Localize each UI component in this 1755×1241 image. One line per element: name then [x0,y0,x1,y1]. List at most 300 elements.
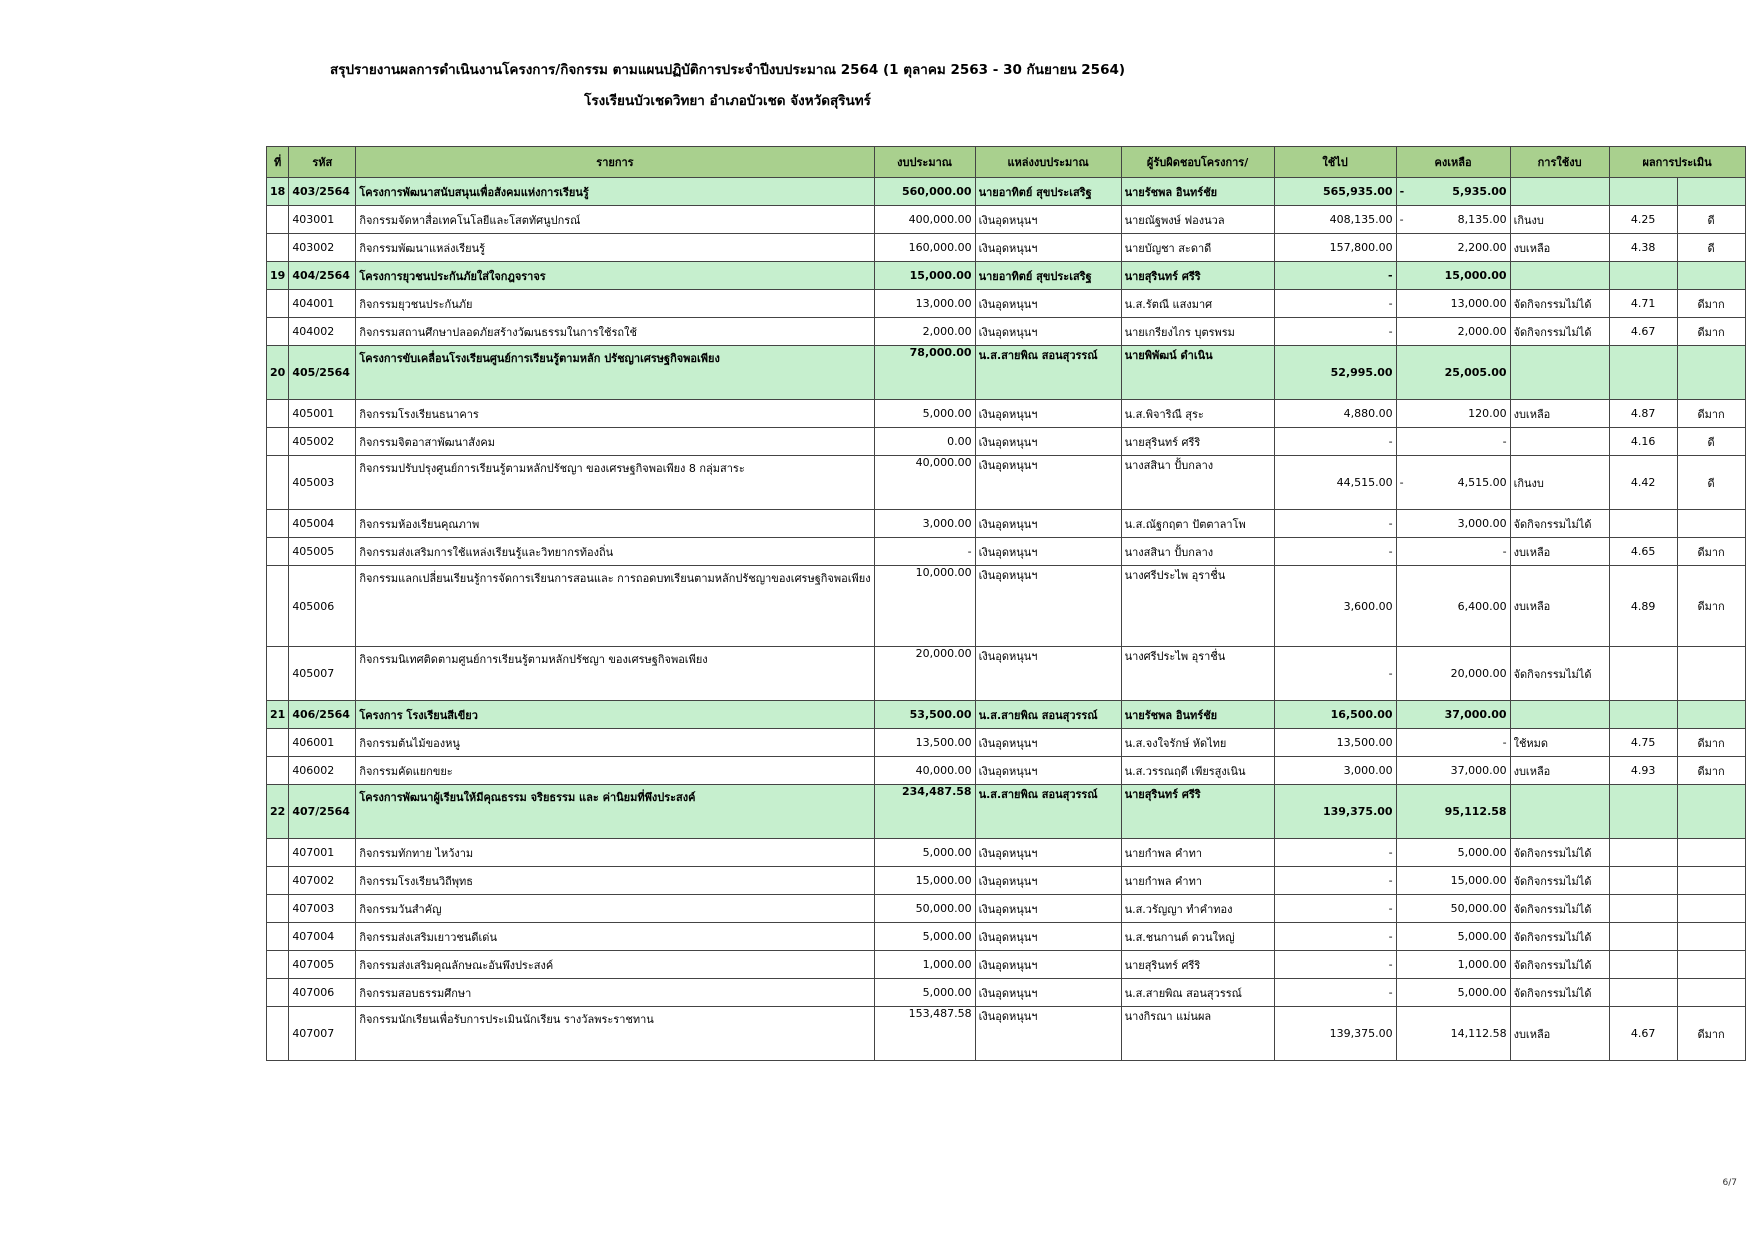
row-grade: ดีมาก [1677,318,1745,346]
row-score: 4.67 [1609,318,1677,346]
row-remain [1396,701,1510,729]
row-code: 406002 [289,757,356,785]
row-usage [1510,785,1609,839]
row-owner: นายพิพัฒน์ ดำเนิน [1121,346,1274,400]
row-usage: งบเหลือ [1510,538,1609,566]
row-budget: 560,000.00 [874,178,975,206]
activity-row [267,895,1746,923]
row-budget: 53,500.00 [874,701,975,729]
row-owner: นายเกรียงไกร บุตรพรม [1121,318,1274,346]
row-item: โครงการพัฒนาสนับสนุนเพื่อสังคมแห่งการเรียนรู้ [356,178,874,206]
row-grade [1677,262,1745,290]
remain-value: 25,005.00 [1444,366,1507,379]
row-code: 403/2564 [289,178,356,206]
activity-row [267,290,1746,318]
row-source: เงินอุดหนุนฯ [975,566,1121,647]
row-budget: 3,000.00 [874,510,975,538]
row-owner: น.ส.ชนกานต์ ดวนใหญ่ [1121,923,1274,951]
row-item: กิจกรรมสอบธรรมศึกษา [356,979,874,1007]
row-owner: น.ส.วรัญญา ทำคำทอง [1121,895,1274,923]
row-grade [1677,178,1745,206]
row-used: 44,515.00 [1274,456,1396,510]
row-budget: 50,000.00 [874,895,975,923]
row-owner: นายกำพล คำทา [1121,867,1274,895]
row-budget: 40,000.00 [874,456,975,510]
row-owner: น.ส.จงใจรักษ์ หัดไทย [1121,729,1274,757]
header-no: ที่ [267,147,289,178]
row-score: 4.87 [1609,400,1677,428]
row-grade: ดี [1677,456,1745,510]
row-used: 139,375.00 [1274,1007,1396,1061]
row-code: 405007 [289,647,356,701]
row-grade: ดี [1677,234,1745,262]
row-no [267,951,289,979]
row-source: น.ส.สายพิณ สอนสุวรรณ์ [975,785,1121,839]
row-usage: จัดกิจกรรมไม่ได้ [1510,867,1609,895]
remain-value: 95,112.58 [1444,805,1507,818]
row-no [267,538,289,566]
row-no [267,456,289,510]
activity-row [267,456,1746,510]
row-used: - [1274,867,1396,895]
row-grade: ดี [1677,428,1745,456]
row-code: 403002 [289,234,356,262]
remain-value: 20,000.00 [1450,667,1507,680]
row-grade: ดีมาก [1677,757,1745,785]
row-remain [1396,566,1510,647]
row-owner: นายสุรินทร์ ศรีริ [1121,785,1274,839]
row-remain [1396,510,1510,538]
remain-value: 5,000.00 [1457,846,1507,859]
row-owner: นางสสินา ปั้บกลาง [1121,538,1274,566]
row-item: โครงการขับเคลื่อนโรงเรียนศูนย์การเรียนรู้ตามหลัก ปรัชญาเศรษฐกิจพอเพียง [356,346,874,400]
row-score: 4.75 [1609,729,1677,757]
row-code: 403001 [289,206,356,234]
row-usage: จัดกิจกรรมไม่ได้ [1510,951,1609,979]
row-usage [1510,428,1609,456]
row-grade [1677,923,1745,951]
row-remain [1396,206,1510,234]
remain-value: 14,112.58 [1450,1027,1507,1040]
row-used: - [1274,979,1396,1007]
row-code: 405004 [289,510,356,538]
row-usage: จัดกิจกรรมไม่ได้ [1510,839,1609,867]
row-usage: งบเหลือ [1510,757,1609,785]
row-used: - [1274,538,1396,566]
report-title: สรุปรายงานผลการดำเนินงานโครงการ/กิจกรรม ตามแผนปฏิบัติการประจำปีงบประมาณ 2564 (1 ตุลาคม 2563 - 30 กันยายน 2564) [329,62,1126,78]
row-budget: 15,000.00 [874,867,975,895]
row-used: 3,000.00 [1274,757,1396,785]
remain-value: - [1502,736,1507,749]
row-item: กิจกรรมจัดหาสื่อเทคโนโลยีและโสตทัศนูปกรณ์ [356,206,874,234]
row-owner: นายณัฐพงษ์ ฟองนวล [1121,206,1274,234]
row-item: กิจกรรมส่งเสริมเยาวชนดีเด่น [356,923,874,951]
row-grade: ดีมาก [1677,729,1745,757]
project-row [267,701,1746,729]
remain-value: 2,000.00 [1457,325,1507,338]
row-grade: ดีมาก [1677,566,1745,647]
row-usage: จัดกิจกรรมไม่ได้ [1510,923,1609,951]
row-code: 405003 [289,456,356,510]
row-owner: นางศรีประไพ อุราชื่น [1121,566,1274,647]
row-code: 404001 [289,290,356,318]
row-remain [1396,456,1510,510]
activity-row [267,510,1746,538]
row-no: 20 [267,346,289,400]
row-remain [1396,979,1510,1007]
row-used: 3,600.00 [1274,566,1396,647]
row-remain [1396,951,1510,979]
row-grade: ดีมาก [1677,1007,1745,1061]
row-score: 4.71 [1609,290,1677,318]
row-remain [1396,785,1510,839]
row-source: เงินอุดหนุนฯ [975,510,1121,538]
remain-value: 5,000.00 [1457,930,1507,943]
row-source: เงินอุดหนุนฯ [975,234,1121,262]
row-budget: 400,000.00 [874,206,975,234]
row-budget: 20,000.00 [874,647,975,701]
row-item: กิจกรรมนักเรียนเพื่อรับการประเมินนักเรียน รางวัลพระราชทาน [356,1007,874,1061]
row-owner: นายกำพล คำทา [1121,839,1274,867]
row-grade [1677,785,1745,839]
row-used: - [1274,951,1396,979]
remain-value: 5,000.00 [1457,986,1507,999]
row-no [267,566,289,647]
remain-value: 15,000.00 [1444,269,1507,282]
row-code: 407007 [289,1007,356,1061]
row-used: - [1274,647,1396,701]
row-source: นายอาทิตย์ สุขประเสริฐ [975,178,1121,206]
activity-row [267,867,1746,895]
report-body [267,178,1746,1061]
row-code: 407003 [289,895,356,923]
row-used: - [1274,510,1396,538]
row-budget: 13,000.00 [874,290,975,318]
activity-row [267,729,1746,757]
activity-row [267,923,1746,951]
row-usage: จัดกิจกรรมไม่ได้ [1510,979,1609,1007]
row-score [1609,979,1677,1007]
row-item: โครงการยุวชนประกันภัยใส่ใจกฎจราจร [356,262,874,290]
row-no [267,510,289,538]
row-usage: งบเหลือ [1510,400,1609,428]
row-code: 407006 [289,979,356,1007]
row-item: โครงการ โรงเรียนสีเขียว [356,701,874,729]
row-item: กิจกรรมยุวชนประกันภัย [356,290,874,318]
row-remain [1396,428,1510,456]
row-item: กิจกรรมโรงเรียนวิถีพุทธ [356,867,874,895]
activity-row [267,206,1746,234]
row-source: เงินอุดหนุนฯ [975,538,1121,566]
header-remain: คงเหลือ [1396,147,1510,178]
row-score [1609,701,1677,729]
row-item: กิจกรรมห้องเรียนคุณภาพ [356,510,874,538]
row-score [1609,647,1677,701]
row-item: กิจกรรมคัดแยกขยะ [356,757,874,785]
row-no [267,867,289,895]
row-budget: 5,000.00 [874,839,975,867]
row-usage: งบเหลือ [1510,1007,1609,1061]
header-code: รหัส [289,147,356,178]
row-source: เงินอุดหนุนฯ [975,428,1121,456]
row-used: - [1274,923,1396,951]
school-subtitle: โรงเรียนบัวเชดวิทยา อำเภอบัวเชด จังหวัดสุรินทร์ [584,93,871,109]
row-code: 406001 [289,729,356,757]
row-remain [1396,234,1510,262]
row-remain [1396,538,1510,566]
row-grade: ดีมาก [1677,290,1745,318]
row-item: กิจกรรมส่งเสริมคุณลักษณะอันพึงประสงค์ [356,951,874,979]
row-remain [1396,729,1510,757]
row-source: เงินอุดหนุนฯ [975,456,1121,510]
row-source: เงินอุดหนุนฯ [975,318,1121,346]
row-score [1609,923,1677,951]
row-owner: นางสสินา ปั้บกลาง [1121,456,1274,510]
row-grade: ดีมาก [1677,400,1745,428]
row-code: 405006 [289,566,356,647]
row-code: 405005 [289,538,356,566]
row-usage: งบเหลือ [1510,566,1609,647]
activity-row [267,839,1746,867]
row-used: - [1274,290,1396,318]
row-score [1609,951,1677,979]
row-owner: น.ส.รัตณี แสงมาศ [1121,290,1274,318]
remain-value: 120.00 [1468,407,1507,420]
row-grade [1677,346,1745,400]
header-eval: ผลการประเมิน [1609,147,1745,178]
row-remain [1396,923,1510,951]
row-code: 407001 [289,839,356,867]
row-owner: นายบัญชา สะดาดี [1121,234,1274,262]
row-item: กิจกรรมแลกเปลี่ยนเรียนรู้การจัดการเรียนการสอนและ การถอดบทเรียนตามหลักปรัชญาของเศรษฐกิจพอเพียง [356,566,874,647]
row-remain [1396,647,1510,701]
row-budget: 78,000.00 [874,346,975,400]
row-no: 19 [267,262,289,290]
row-grade [1677,895,1745,923]
row-no [267,757,289,785]
row-budget: 1,000.00 [874,951,975,979]
row-no [267,647,289,701]
header-usage: การใช้งบ [1510,147,1609,178]
activity-row [267,400,1746,428]
row-budget: 5,000.00 [874,923,975,951]
row-owner: นางศรีประไพ อุราชื่น [1121,647,1274,701]
row-source: น.ส.สายพิณ สอนสุวรรณ์ [975,346,1121,400]
row-owner: นายสุรินทร์ ศรีริ [1121,262,1274,290]
row-code: 405/2564 [289,346,356,400]
row-usage [1510,346,1609,400]
row-code: 406/2564 [289,701,356,729]
project-row [267,262,1746,290]
row-item: กิจกรรมทักทาย ไหว้งาม [356,839,874,867]
row-remain [1396,895,1510,923]
row-used: 565,935.00 [1274,178,1396,206]
remain-value: 3,000.00 [1457,517,1507,530]
header-source: แหล่งงบประมาณ [975,147,1121,178]
row-item: กิจกรรมวันสำคัญ [356,895,874,923]
row-score [1609,178,1677,206]
row-score: 4.38 [1609,234,1677,262]
activity-row [267,1007,1746,1061]
row-no [267,923,289,951]
row-source: เงินอุดหนุนฯ [975,867,1121,895]
row-no [267,979,289,1007]
activity-row [267,428,1746,456]
header-budget: งบประมาณ [874,147,975,178]
row-no: 21 [267,701,289,729]
row-budget: 13,500.00 [874,729,975,757]
row-item: กิจกรรมนิเทศติดตามศูนย์การเรียนรู้ตามหลักปรัชญา ของเศรษฐกิจพอเพียง [356,647,874,701]
row-grade [1677,701,1745,729]
row-score [1609,510,1677,538]
row-remain [1396,867,1510,895]
row-code: 407/2564 [289,785,356,839]
row-used: - [1274,262,1396,290]
row-remain [1396,262,1510,290]
remain-value: 37,000.00 [1444,708,1507,721]
row-used: 408,135.00 [1274,206,1396,234]
row-no [267,729,289,757]
remain-value: - [1502,545,1507,558]
row-budget: 160,000.00 [874,234,975,262]
header-item: รายการ [356,147,874,178]
row-score: 4.93 [1609,757,1677,785]
row-usage [1510,701,1609,729]
row-owner: นายรัชพล อินทร์ชัย [1121,178,1274,206]
row-budget: - [874,538,975,566]
row-source: เงินอุดหนุนฯ [975,979,1121,1007]
row-budget: 0.00 [874,428,975,456]
row-remain [1396,178,1510,206]
row-source: เงินอุดหนุนฯ [975,923,1121,951]
row-score: 4.65 [1609,538,1677,566]
remain-value: 1,000.00 [1457,958,1507,971]
row-budget: 40,000.00 [874,757,975,785]
remain-value: - [1502,435,1507,448]
remain-value: 2,200.00 [1457,241,1507,254]
row-budget: 5,000.00 [874,979,975,1007]
header-row [267,147,1746,178]
project-row [267,785,1746,839]
row-used: - [1274,318,1396,346]
row-budget: 153,487.58 [874,1007,975,1061]
row-used: 16,500.00 [1274,701,1396,729]
row-source: นายอาทิตย์ สุขประเสริฐ [975,262,1121,290]
row-source: เงินอุดหนุนฯ [975,757,1121,785]
remain-value: 8,135.00 [1457,213,1507,226]
row-no [267,318,289,346]
row-source: เงินอุดหนุนฯ [975,895,1121,923]
row-grade [1677,951,1745,979]
row-remain [1396,400,1510,428]
remain-value: 50,000.00 [1450,902,1507,915]
row-no: 22 [267,785,289,839]
row-no [267,428,289,456]
page-number: 6/7 [1722,1178,1737,1188]
row-source: เงินอุดหนุนฯ [975,729,1121,757]
row-usage [1510,262,1609,290]
row-score: 4.67 [1609,1007,1677,1061]
row-owner: นายสุรินทร์ ศรีริ [1121,951,1274,979]
row-owner: น.ส.พิจาริณี สุระ [1121,400,1274,428]
row-remain [1396,290,1510,318]
row-code: 407004 [289,923,356,951]
row-used: 52,995.00 [1274,346,1396,400]
row-owner: น.ส.วรรณฤดี เพียรสูงเนิน [1121,757,1274,785]
remain-value: 6,400.00 [1457,599,1507,613]
row-code: 407002 [289,867,356,895]
project-row [267,346,1746,400]
row-score: 4.42 [1609,456,1677,510]
row-remain [1396,318,1510,346]
row-used: 157,800.00 [1274,234,1396,262]
row-grade [1677,979,1745,1007]
row-remain [1396,346,1510,400]
row-grade [1677,867,1745,895]
row-owner: นายสุรินทร์ ศรีริ [1121,428,1274,456]
row-score: 4.89 [1609,566,1677,647]
header-used: ใช้ไป [1274,147,1396,178]
row-source: น.ส.สายพิณ สอนสุวรรณ์ [975,701,1121,729]
row-usage: จัดกิจกรรมไม่ได้ [1510,318,1609,346]
row-item: กิจกรรมปรับปรุงศูนย์การเรียนรู้ตามหลักปรัชญา ของเศรษฐกิจพอเพียง 8 กลุ่มสาระ [356,456,874,510]
row-item: กิจกรรมต้นไม้ของหนู [356,729,874,757]
row-code: 405002 [289,428,356,456]
activity-row [267,647,1746,701]
project-row [267,178,1746,206]
row-grade [1677,647,1745,701]
row-budget: 5,000.00 [874,400,975,428]
row-budget: 15,000.00 [874,262,975,290]
row-item: กิจกรรมพัฒนาแหล่งเรียนรู้ [356,234,874,262]
activity-row [267,234,1746,262]
row-usage: จัดกิจกรรมไม่ได้ [1510,510,1609,538]
row-item: กิจกรรมจิตอาสาพัฒนาสังคม [356,428,874,456]
activity-row [267,951,1746,979]
row-source: เงินอุดหนุนฯ [975,839,1121,867]
row-used: 139,375.00 [1274,785,1396,839]
row-source: เงินอุดหนุนฯ [975,400,1121,428]
remain-negative-sign: - [1399,476,1404,489]
remain-value: 5,935.00 [1452,185,1507,198]
row-source: เงินอุดหนุนฯ [975,951,1121,979]
activity-row [267,538,1746,566]
row-score [1609,262,1677,290]
row-used: 13,500.00 [1274,729,1396,757]
row-usage: จัดกิจกรรมไม่ได้ [1510,290,1609,318]
row-owner: น.ส.ณัฐกฤตา ปัตตาลาโพ [1121,510,1274,538]
row-budget: 2,000.00 [874,318,975,346]
row-code: 404002 [289,318,356,346]
remain-negative-sign: - [1399,185,1405,198]
row-no [267,1007,289,1061]
row-no [267,400,289,428]
row-usage: จัดกิจกรรมไม่ได้ [1510,647,1609,701]
row-remain [1396,839,1510,867]
row-remain [1396,1007,1510,1061]
row-budget: 10,000.00 [874,566,975,647]
row-usage: เกินงบ [1510,456,1609,510]
row-item: กิจกรรมสถานศึกษาปลอดภัยสร้างวัฒนธรรมในการใช้รถใช้ [356,318,874,346]
row-source: เงินอุดหนุนฯ [975,647,1121,701]
row-usage: จัดกิจกรรมไม่ได้ [1510,895,1609,923]
row-score: 4.25 [1609,206,1677,234]
row-usage [1510,178,1609,206]
row-no [267,839,289,867]
row-source: เงินอุดหนุนฯ [975,206,1121,234]
row-owner: นางกิรณา แม่นผล [1121,1007,1274,1061]
row-grade: ดี [1677,206,1745,234]
